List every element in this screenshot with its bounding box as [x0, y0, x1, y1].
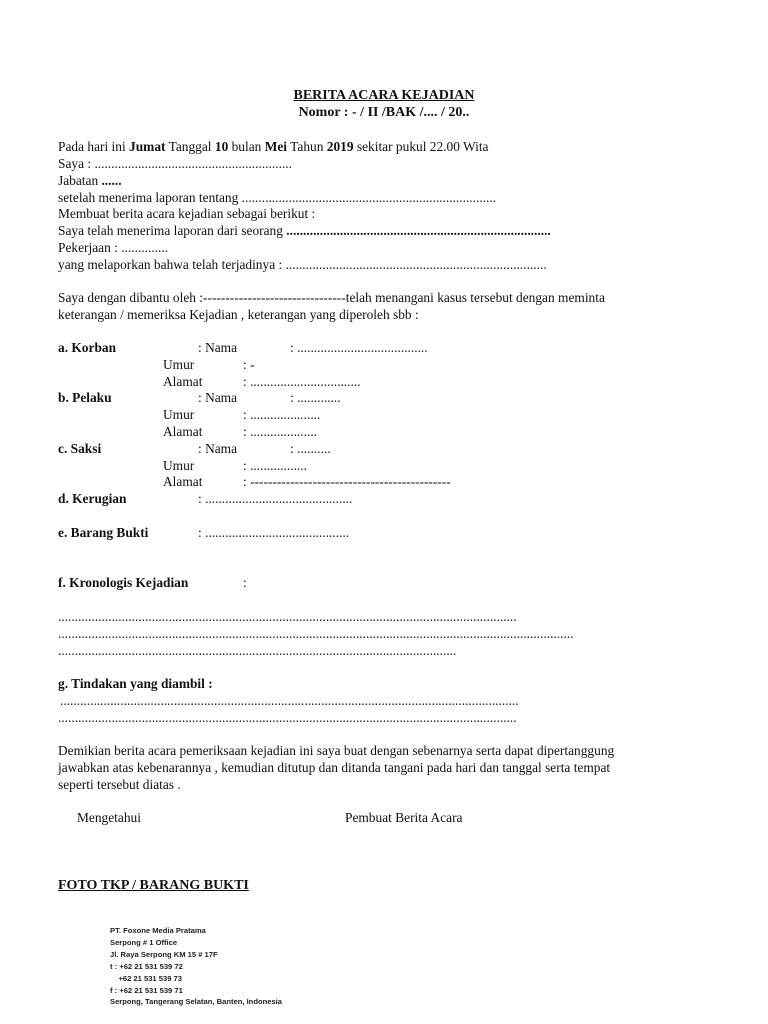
barang-bukti-label: e. Barang Bukti — [58, 525, 149, 540]
pelaku-umur-label: Umur — [163, 407, 195, 422]
closing-line-1: Demikian berita acara pemeriksaan kejadian ini saya buat dengan sebenarnya serta dapat dipertanggung — [58, 743, 615, 758]
kronologis-line: .......................................................................................................................................................... — [58, 626, 574, 641]
document-title: BERITA ACARA KEJADIAN — [293, 88, 475, 103]
saya-line: Saya : ........................................................... — [58, 156, 292, 171]
kronologis-line: ....................................................................................................................... — [58, 643, 457, 658]
footer-company: PT. Foxone Media Pratama — [110, 926, 206, 935]
jabatan-label: Jabatan — [58, 173, 102, 188]
pelaku-nama-value: : ............. — [290, 390, 341, 405]
korban-alamat-value: : ................................. — [243, 374, 361, 389]
korban-label: a. Korban — [58, 340, 117, 355]
korban-alamat-label: Alamat — [163, 374, 203, 389]
pelaku-alamat-value: : .................... — [243, 424, 318, 439]
kronologis-colon: : — [243, 575, 247, 590]
jabatan-line — [58, 174, 122, 187]
pelaku-nama-label: : Nama — [198, 390, 238, 405]
kronologis-line: ......................................................................................................................................... — [58, 609, 517, 624]
kerugian-value: : ............................................ — [198, 491, 353, 506]
pekerjaan-line: Pekerjaan : .............. — [58, 240, 169, 255]
laporan-line: setelah menerima laporan tentang ............................................................................ — [58, 190, 497, 205]
tanggal-value: 10 — [214, 139, 229, 154]
signature-left-label: Mengetahui — [77, 810, 141, 825]
dari-seorang-line — [58, 224, 551, 237]
hari-value: Jumat — [129, 139, 166, 154]
kerugian-label: d. Kerugian — [58, 491, 127, 506]
signature-right-label: Pembuat Berita Acara — [345, 810, 463, 825]
document-number: Nomor : - / II /BAK /.... / 20.. — [298, 105, 470, 120]
footer-city: Serpong, Tangerang Selatan, Banten, Indonesia — [110, 997, 283, 1006]
footer-address: Jl. Raya Serpong KM 15 # 17F — [110, 950, 218, 959]
pelaku-label: b. Pelaku — [58, 390, 112, 405]
intro-date-line — [58, 140, 489, 153]
saksi-nama-value: : .......... — [290, 441, 331, 456]
saksi-umur-value: : ................. — [243, 458, 307, 473]
jabatan-value: ...... — [101, 173, 122, 188]
closing-line-3: seperti tersebut diatas . — [58, 777, 181, 792]
terjadinya-line: yang melaporkan bahwa telah terjadinya : .............................................................................. — [58, 257, 547, 272]
bulan-value: Mei — [264, 139, 288, 154]
intro-text: bulan — [228, 139, 265, 154]
pelaku-umur-value: : ..................... — [243, 407, 321, 422]
saksi-alamat-label: Alamat — [163, 474, 203, 489]
dibantu-line-1: Saya dengan dibantu oleh :--------------------------------telah menangani kasus tersebut dengan meminta — [58, 290, 605, 305]
saksi-umur-label: Umur — [163, 458, 195, 473]
foto-heading: FOTO TKP / BARANG BUKTI — [58, 878, 249, 893]
dari-seorang-value: ............................................................................... — [286, 223, 551, 238]
intro-text: Pada hari ini — [58, 139, 130, 154]
footer-phone-2: +62 21 531 539 73 — [110, 974, 182, 983]
kronologis-label: f. Kronologis Kejadian — [58, 575, 189, 590]
barang-bukti-value: : ........................................... — [198, 525, 350, 540]
dari-seorang-label: Saya telah menerima laporan dari seorang — [58, 223, 287, 238]
tahun-value: 2019 — [326, 139, 354, 154]
footer-fax: f : +62 21 531 539 71 — [110, 986, 183, 995]
saksi-label: c. Saksi — [58, 441, 102, 456]
korban-umur-label: Umur — [163, 357, 195, 372]
intro-text: Tahun — [287, 139, 327, 154]
dibantu-line-2: keterangan / memeriksa Kejadian , keterangan yang diperoleh sbb : — [58, 307, 419, 322]
intro-text: sekitar pukul 22.00 Wita — [353, 139, 489, 154]
tindakan-line: ......................................................................................................................................... — [58, 710, 517, 725]
membuat-line: Membuat berita acara kejadian sebagai berikut : — [58, 206, 316, 221]
korban-nama-value: : ....................................... — [290, 340, 428, 355]
footer-phone-1: t : +62 21 531 539 72 — [110, 962, 183, 971]
korban-nama-label: : Nama — [198, 340, 238, 355]
saksi-nama-label: : Nama — [198, 441, 238, 456]
tindakan-label: g. Tindakan yang diambil : — [58, 676, 213, 691]
korban-umur-value: : - — [243, 357, 255, 372]
footer-office: Serpong # 1 Office — [110, 938, 178, 947]
pelaku-alamat-label: Alamat — [163, 424, 203, 439]
saksi-alamat-value: : --------------------------------------------- — [243, 474, 451, 489]
closing-line-2: jawabkan atas kebenarannya , kemudian ditutup dan ditanda tangani pada hari dan tanggal serta tempat — [58, 760, 611, 775]
tindakan-line: ......................................................................................................................................... — [60, 693, 519, 708]
intro-text: Tanggal — [165, 139, 215, 154]
